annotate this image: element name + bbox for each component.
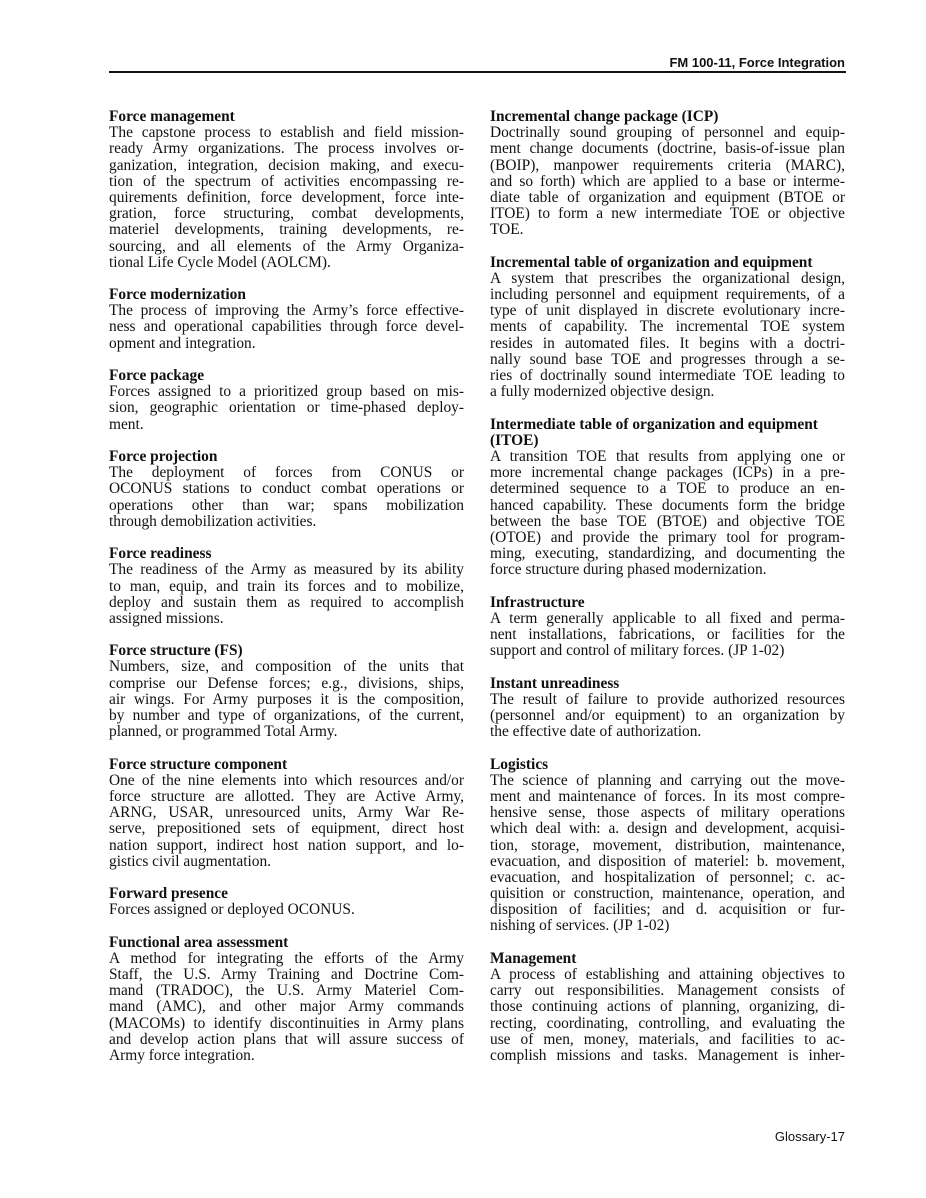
glossary-entry [490, 757, 845, 935]
glossary-term: Force structure (FS) [109, 642, 243, 660]
definition-line: tion, storage, movement, distribution, maintenance, [490, 836, 845, 854]
glossary-term: Incremental table of organization and equipment [490, 253, 813, 271]
definition-line: mand (AMC), and other major Army commands [109, 998, 464, 1016]
definition-line: A process of establishing and attaining objectives to [490, 966, 845, 984]
glossary-entry [109, 546, 464, 627]
definition-line: planned, or programmed Total Army. [109, 723, 338, 741]
definition-line: Forces assigned to a prioritized group based on mis- [109, 383, 464, 401]
glossary-term: Force projection [109, 447, 218, 465]
definition-line: to man, equip, and train its forces and to mobilize, [109, 577, 464, 595]
definition-line: Doctrinally sound grouping of personnel and equip- [490, 124, 845, 142]
glossary-term: Force structure component [109, 755, 288, 773]
glossary-entry [490, 676, 845, 741]
glossary-term: Infrastructure [490, 593, 585, 611]
definition-line: force structure during phased modernization. [490, 561, 767, 579]
glossary-column-right [490, 109, 845, 1080]
glossary-entry [490, 417, 845, 579]
definition-line: The result of failure to provide authorized resources [490, 690, 845, 708]
definition-line: nation support, indirect host nation support, and lo- [109, 836, 464, 854]
glossary-term: Force readiness [109, 545, 212, 563]
glossary-entry [109, 886, 464, 918]
glossary-term: Force package [109, 367, 205, 385]
definition-line: Staff, the U.S. Army Training and Doctrine Com- [109, 966, 464, 984]
definition-line: nishing of services. (JP 1-02) [490, 917, 670, 935]
glossary-entry [109, 643, 464, 740]
definition-line: (MACOMs) to identify discontinuities in Army plans [109, 1014, 464, 1032]
running-header: FM 100-11, Force Integration [669, 55, 845, 70]
definition-line: through demobilization activities. [109, 512, 317, 530]
definition-line: The readiness of the Army as measured by its ability [109, 561, 464, 579]
definition-line: the effective date of authorization. [490, 723, 702, 741]
glossary-entry [109, 109, 464, 271]
definition-line: more incremental change packages (ICPs) in a pre- [490, 464, 845, 482]
definition-line: carry out responsibilities. Management consists of [490, 982, 845, 1000]
definition-line: opment and integration. [109, 334, 256, 352]
definition-line: (OTOE) and provide the primary tool for program- [490, 528, 845, 546]
definition-line: determined sequence to a TOE to produce an en- [490, 480, 845, 498]
definition-line: recting, coordinating, controlling, and evaluating the [490, 1014, 845, 1032]
definition-line: ready Army organizations. The process involves or- [109, 140, 464, 158]
definition-line: which deal with: a. design and development, acquisi- [490, 820, 845, 838]
definition-line: hanced capability. These documents form the bridge [490, 496, 845, 514]
definition-line: mand (TRADOC), the U.S. Army Materiel Com- [109, 982, 464, 1000]
definition-line: A term generally applicable to all fixed and perma- [490, 609, 845, 627]
definition-line: by number and type of organizations, of the current, [109, 707, 464, 725]
definition-line: Numbers, size, and composition of the units that [109, 658, 464, 676]
definition-line: The deployment of forces from CONUS or [109, 464, 464, 482]
definition-line: ness and operational capabilities through force devel- [109, 318, 464, 336]
glossary-term: Logistics [490, 755, 549, 773]
definition-line: sion, geographic orientation or time-phased deploy- [109, 399, 464, 417]
definition-line: force structure are allotted. They are Active Army, [109, 787, 464, 805]
definition-line: serve, prepositioned sets of equipment, direct host [109, 820, 464, 838]
definition-line: ment change documents (doctrine, basis-of-issue plan [490, 140, 845, 158]
glossary-term: Incremental change package (ICP) [490, 108, 719, 125]
definition-line: ITOE) to form a new intermediate TOE or objective [490, 205, 845, 223]
definition-line: ries of doctrinally sound intermediate TOE leading to [490, 367, 845, 385]
definition-line: Army force integration. [109, 1047, 255, 1065]
definition-line: air wings. For Army purposes it is the composition, [109, 690, 464, 708]
definition-line: OCONUS stations to conduct combat operations or [109, 480, 464, 498]
definition-line: gration, force structuring, combat developments, [109, 205, 464, 223]
glossary-entry [490, 109, 845, 239]
definition-line: ments of capability. The incremental TOE system [490, 318, 845, 336]
definition-line: quisition or construction, maintenance, operation, and [490, 885, 845, 903]
definition-line: The science of planning and carrying out the move- [490, 771, 845, 789]
definition-line: A method for integrating the efforts of the Army [109, 949, 464, 967]
glossary-entry [490, 255, 845, 401]
glossary-term: Intermediate table of organization and equipment [490, 415, 818, 433]
glossary-entry [109, 935, 464, 1065]
definition-line: nent installations, fabrications, or facilities for the [490, 626, 845, 644]
glossary-entry [109, 449, 464, 530]
definition-line: evacuation, and disposition of materiel: b. movement, [490, 852, 845, 870]
definition-line: and develop action plans that will assure success of [109, 1030, 464, 1048]
definition-line: assigned missions. [109, 609, 224, 627]
glossary-term: Force modernization [109, 286, 246, 304]
definition-line: between the base TOE (BTOE) and objective TOE [490, 512, 845, 530]
definition-line: A system that prescribes the organizational design, [490, 269, 845, 287]
definition-line: (BOIP), manpower requirements criteria (MARC), [490, 156, 845, 174]
definition-line: evacuation, and hospitalization of personnel; c. ac- [490, 868, 845, 886]
glossary-column-left [109, 109, 464, 1080]
definition-line: complish missions and tasks. Management is inher- [490, 1047, 845, 1064]
definition-line: The capstone process to establish and field mission- [109, 124, 464, 142]
definition-line: including personnel and equipment requirements, of a [490, 286, 845, 304]
definition-line: disposition of facilities; and d. acquisition or fur- [490, 901, 845, 919]
definition-line: (personnel and/or equipment) to an organization by [490, 707, 845, 725]
definition-line: tional Life Cycle Model (AOLCM). [109, 253, 331, 271]
definition-line: ganization, integration, decision making, and execu- [109, 156, 464, 174]
glossary-term: Forward presence [109, 885, 228, 903]
glossary-term: Instant unreadiness [490, 674, 620, 692]
glossary-term: (ITOE) [490, 431, 539, 449]
definition-line: type of unit displayed in discrete evolutionary incre- [490, 302, 845, 320]
definition-line: quirements definition, force development, force inte- [109, 188, 464, 206]
definition-line: comprise our Defense forces; e.g., divisions, ships, [109, 674, 464, 692]
definition-line: A transition TOE that results from applying one or [490, 448, 845, 465]
definition-line: support and control of military forces. (JP 1-02) [490, 642, 785, 660]
definition-line: deploy and sustain them as required to accomplish [109, 593, 464, 611]
definition-line: One of the nine elements into which resources and/or [109, 771, 464, 789]
definition-line: a fully modernized objective design. [490, 383, 715, 401]
definition-line: ming, executing, standardizing, and documenting the [490, 545, 845, 563]
glossary-entry [490, 951, 845, 1064]
definition-line: materiel developments, training developments, re- [109, 221, 464, 239]
definition-line: diate table of organization and equipment (BTOE or [490, 188, 845, 206]
definition-line: ARNG, USAR, unresourced units, Army War Re- [109, 804, 464, 822]
definition-line: Forces assigned or deployed OCONUS. [109, 901, 355, 919]
glossary-term: Management [490, 949, 577, 967]
glossary-entry [109, 368, 464, 433]
definition-line: and so forth) which are applied to a base or interme- [490, 172, 845, 190]
definition-line: ment. [109, 415, 144, 433]
glossary-entry [109, 287, 464, 352]
definition-line: operations other than war; spans mobilization [109, 496, 464, 514]
glossary-entry [109, 757, 464, 870]
definition-line: those continuing actions of planning, organizing, di- [490, 998, 845, 1016]
glossary-term: Functional area assessment [109, 933, 289, 951]
definition-line: The process of improving the Army’s force effective- [109, 302, 464, 320]
glossary-entry [490, 595, 845, 660]
glossary-term: Force management [109, 108, 235, 125]
definition-line: TOE. [490, 221, 524, 239]
definition-line: resides in automated files. It begins with a doctri- [490, 334, 845, 352]
header-rule [109, 71, 846, 73]
page-number: Glossary-17 [774, 1129, 845, 1144]
definition-line: hensive sense, those aspects of military operations [490, 804, 845, 822]
definition-line: nally sound base TOE and progresses through a se- [490, 350, 845, 368]
definition-line: sourcing, and all elements of the Army Organiza- [109, 237, 464, 255]
definition-line: tion of the spectrum of activities encompassing re- [109, 172, 464, 190]
definition-line: ment and maintenance of forces. In its most compre- [490, 787, 845, 805]
definition-line: use of men, money, materials, and facilities to ac- [490, 1030, 845, 1048]
definition-line: gistics civil augmentation. [109, 852, 271, 870]
